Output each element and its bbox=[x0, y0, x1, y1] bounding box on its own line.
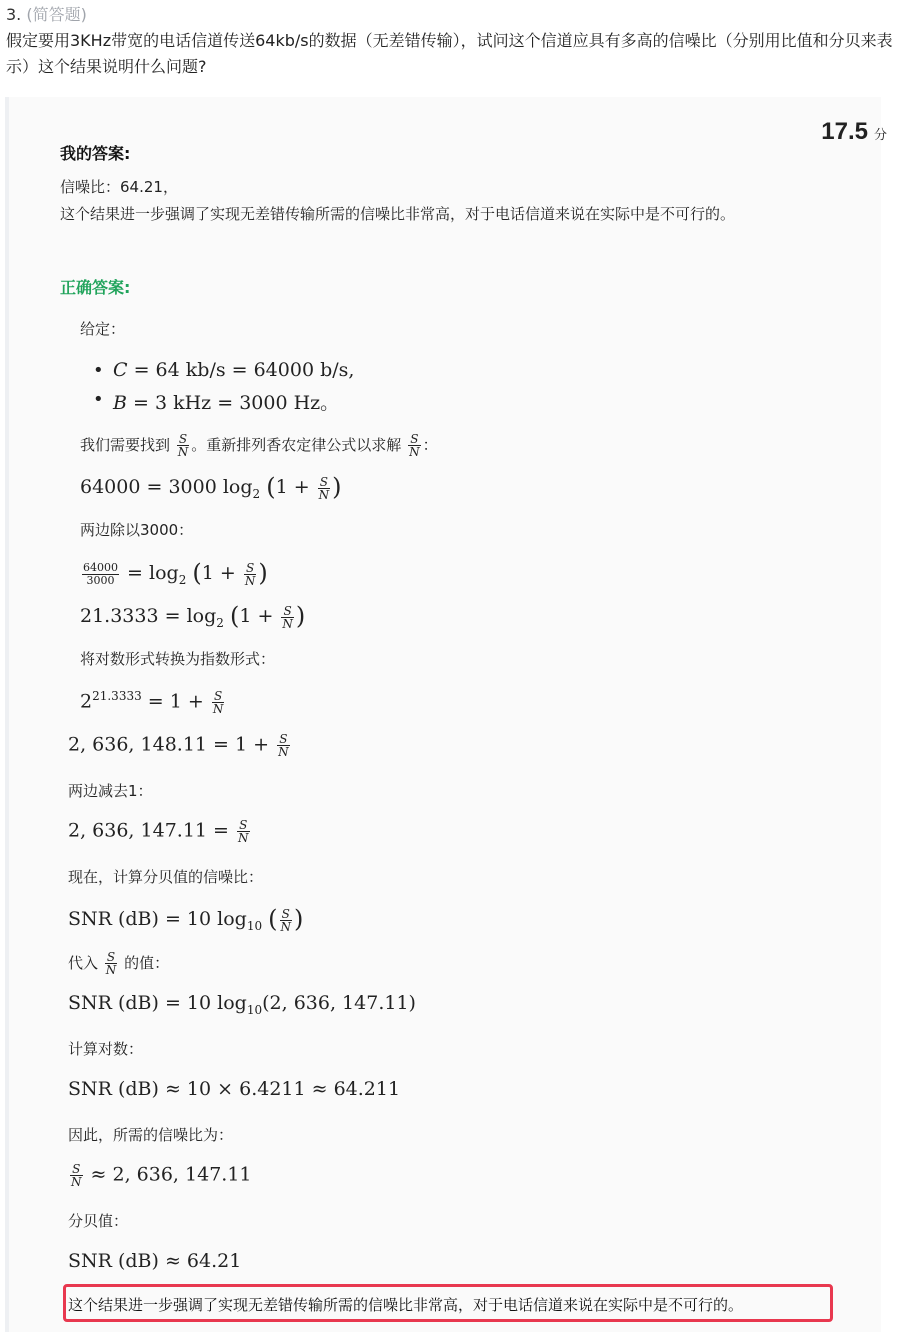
convert-text: 将对数形式转换为指数形式： bbox=[80, 650, 276, 668]
equation-shannon: 64000 = 3000 $\log_2 (1$ + $\frac{S}{N}$ ) bbox=[80, 473, 342, 502]
symbol-b: B bbox=[113, 392, 127, 414]
substitute-text: 代入 $\frac{S}{N}$ 的值： bbox=[68, 950, 170, 977]
correct-answer-title: 正确答案: bbox=[60, 278, 131, 297]
my-answer-title: 我的答案: bbox=[60, 144, 131, 163]
colon: ： bbox=[422, 436, 438, 454]
equation-snr-computed: SNR (dB) ≈ 10 × 6.4211 ≈ 64.211 bbox=[68, 1078, 401, 1100]
equation-snr-ratio: 2, 636, 147.11 = $\frac{S}{N}$ bbox=[68, 818, 249, 845]
equation-snr-db: SNR (dB) = 10 $\log_{10}$ ( $\frac{S}{N}$ ) bbox=[68, 905, 304, 934]
equation-ratio-result: $\frac{S}{N}$ ≈ 2, 636, 147.11 bbox=[71, 1162, 252, 1189]
given-label: 给定： bbox=[80, 320, 126, 338]
score-value: 17.5 bbox=[821, 118, 868, 145]
fraction-s-n: $\frac{S}{N}$ bbox=[409, 432, 420, 459]
bandwidth-value: = 3 kHz = 3000 Hz。 bbox=[126, 392, 340, 414]
divide-text: 两边除以3000： bbox=[80, 521, 194, 539]
bullet-dot: • bbox=[93, 360, 104, 381]
equation-snr-substituted: SNR (dB) = 10 $\log_{10}(2$, 636, 147.11) bbox=[68, 992, 416, 1017]
conclusion-text: 这个结果进一步强调了实现无差错传输所需的信噪比非常高，对于电话信道来说在实际中是不可行的。 bbox=[68, 1296, 744, 1314]
symbol-c: C bbox=[113, 359, 128, 381]
my-answer-line-1: 信噪比：64.21， bbox=[60, 178, 178, 196]
equation-log: $21.3333 = \log_2 (1$ + $\frac{S}{N}$ ) bbox=[80, 602, 306, 631]
capacity-value: = 64 kb/s = 64000 b/s, bbox=[127, 359, 355, 381]
my-answer-line-2: 这个结果进一步强调了实现无差错传输所需的信噪比非常高，对于电话信道来说在实际中是不可行的。 bbox=[60, 205, 736, 223]
question-header bbox=[6, 2, 896, 80]
equation-evaluated: 2, 636, 148.11 = 1 + $\frac{S}{N}$ bbox=[68, 732, 289, 759]
equation-exponent: $2^{21.3333} = 1$ + $\frac{S}{N}$ bbox=[80, 688, 224, 716]
bullet-capacity bbox=[113, 359, 354, 381]
equation-divided: $\frac{64000}{3000}$ = $\log_2 (1$ + $\frac{S}{N}$ ) bbox=[83, 559, 268, 588]
now-text: 现在，计算分贝值的信噪比： bbox=[68, 868, 264, 886]
find-text: 我们需要找到 bbox=[80, 436, 171, 454]
equation-db-result: SNR (dB) ≈ 64.21 bbox=[68, 1250, 242, 1272]
score bbox=[821, 118, 887, 146]
rearrange-text: 。重新排列香农定律公式以求解 bbox=[191, 436, 402, 454]
bullet-dot: • bbox=[93, 389, 104, 410]
score-unit: 分 bbox=[873, 127, 887, 142]
db-value-text: 分贝值： bbox=[68, 1212, 129, 1230]
bullet-bandwidth bbox=[113, 388, 339, 415]
subtract-text: 两边减去1： bbox=[68, 782, 153, 800]
question-type: (简答题) bbox=[26, 5, 87, 24]
fraction-s-n: $\frac{S}{N}$ bbox=[177, 432, 189, 459]
find-snr-text bbox=[80, 433, 438, 458]
compute-log-text: 计算对数： bbox=[68, 1040, 144, 1058]
question-text: 假定要用3KHz带宽的电话信道传送64kb/s的数据（无差错传输），试问这个信道应具有多高的信噪比（分别用比值和分贝来表示）这个结果说明什么问题? bbox=[6, 31, 893, 76]
therefore-text: 因此，所需的信噪比为： bbox=[68, 1126, 234, 1144]
question-number: 3. bbox=[6, 5, 22, 24]
